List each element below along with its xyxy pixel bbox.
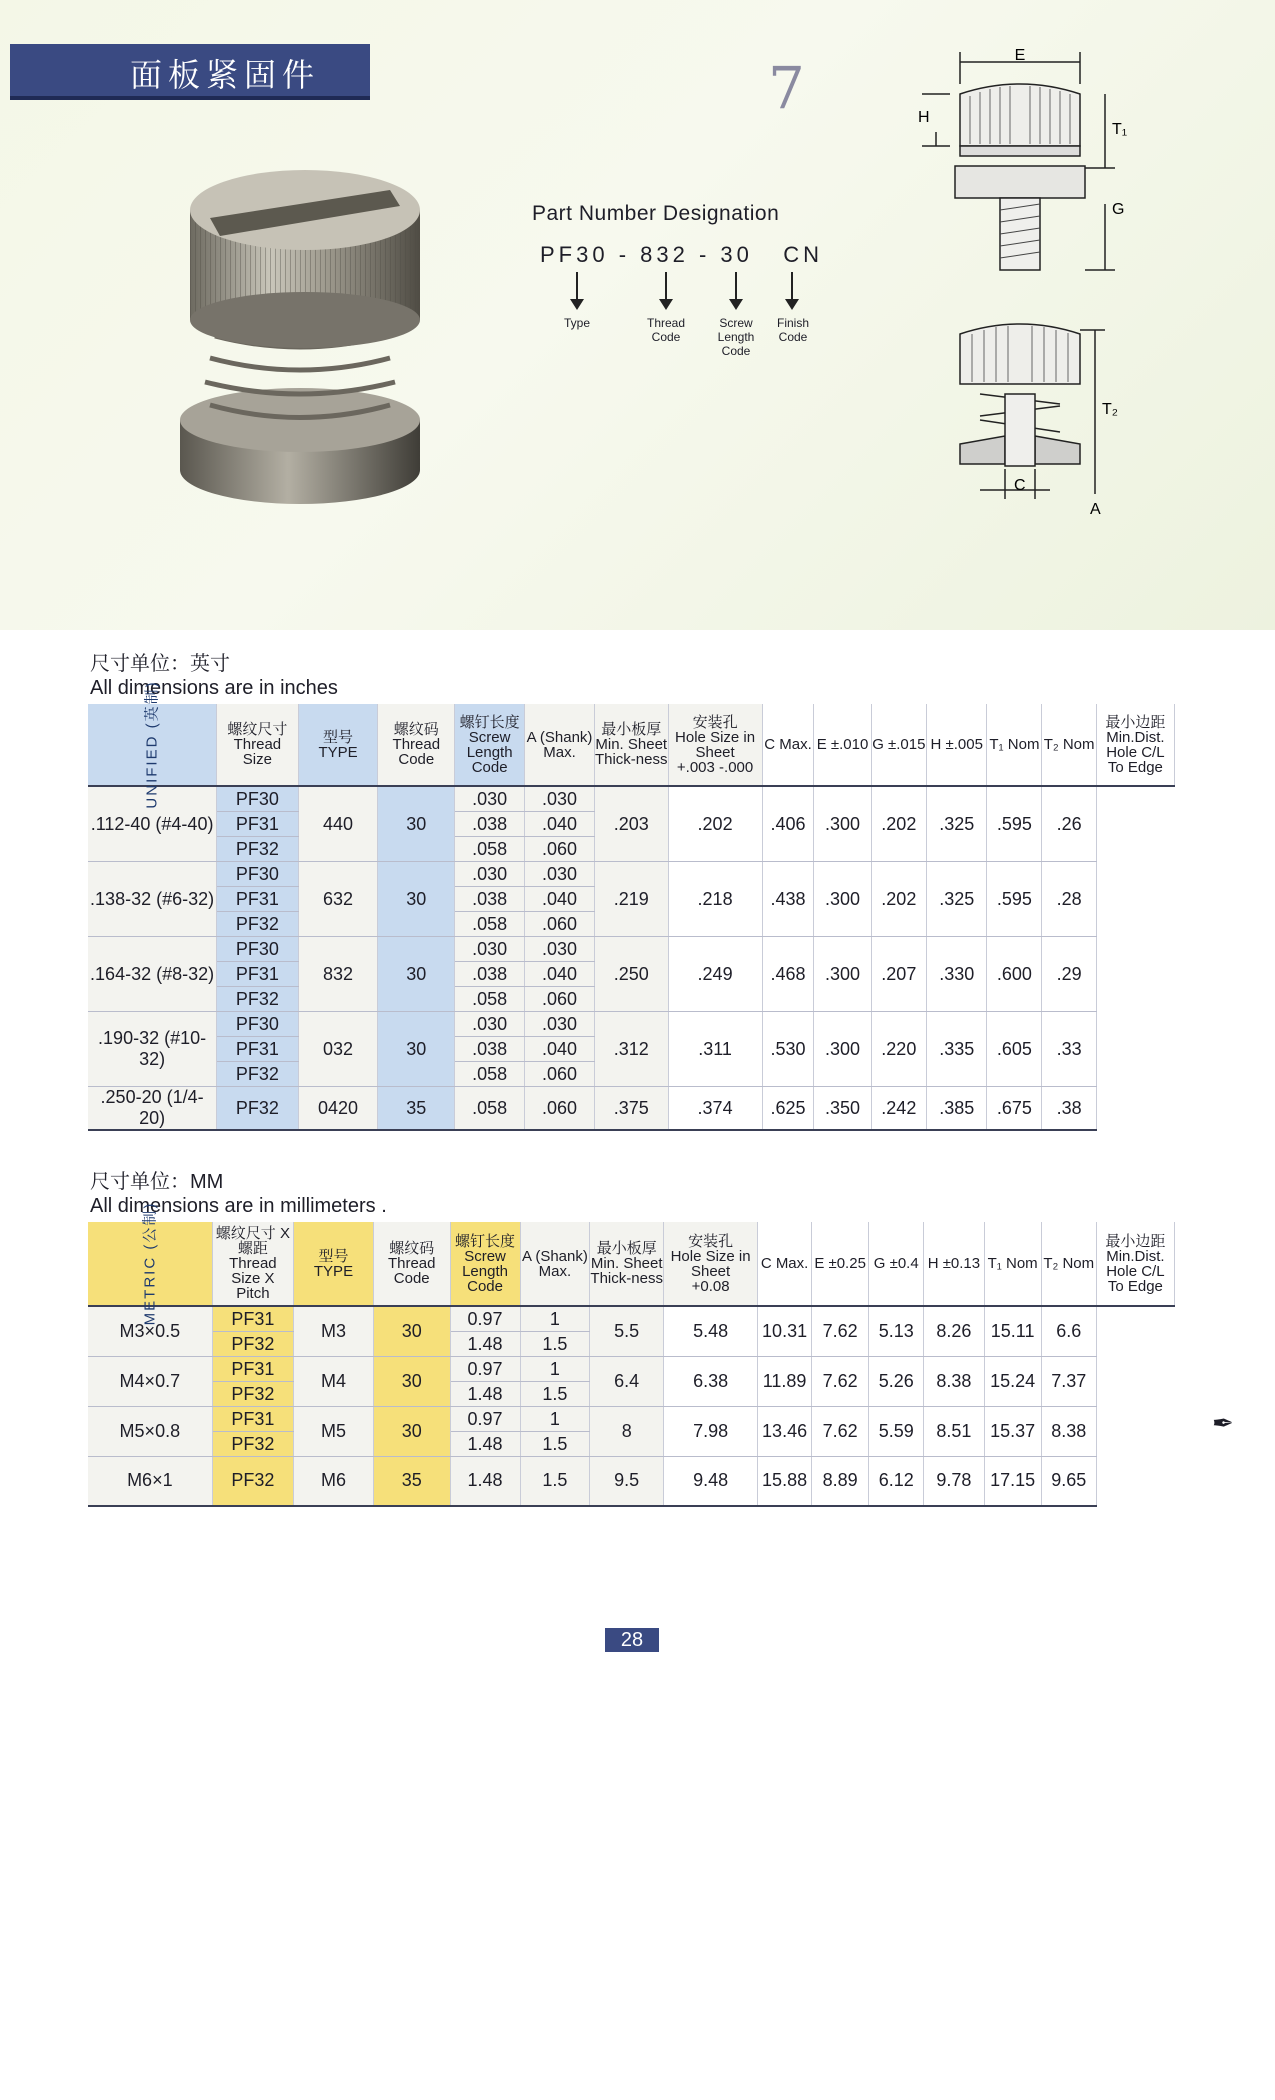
cell-c: 9.48 [664, 1457, 758, 1506]
cell-screw-length: 30 [373, 1306, 450, 1357]
cell-e: 15.88 [758, 1457, 812, 1506]
cell-type: PF31 [217, 962, 298, 987]
cell-a: .038 [455, 812, 525, 837]
cell-min-sheet: .030 [525, 862, 595, 887]
cell-type: PF31 [212, 1357, 293, 1382]
cell-type: PF32 [217, 912, 298, 937]
cell-thread-code: 632 [298, 862, 378, 937]
metric-side-label: METRIC (公制) [88, 1222, 212, 1306]
cell-e: .468 [762, 937, 814, 1012]
cell-c: .249 [668, 937, 762, 1012]
arrow-icon [576, 272, 578, 300]
unit-label-en-mm: All dimensions are in millimeters . [90, 1195, 387, 1217]
cell-hole: .312 [594, 1012, 668, 1087]
table-row [88, 786, 1175, 812]
unit-label-cn-mm: 尺寸单位：MM [90, 1171, 224, 1193]
col-a: A (Shank) Max. [520, 1222, 590, 1306]
cell-screw-length: 30 [378, 786, 455, 862]
cell-type: PF31 [217, 812, 298, 837]
cell-type: PF32 [212, 1332, 293, 1357]
cell-h: 5.13 [869, 1306, 924, 1357]
cell-t1: 8.51 [924, 1407, 984, 1457]
dim-label-e: E [1014, 47, 1026, 64]
cell-type: PF31 [212, 1306, 293, 1332]
cell-min-sheet: .030 [525, 1012, 595, 1037]
part-number-example: PF30 - 832 - 30 CN [540, 242, 823, 267]
col-c: C Max. [762, 704, 814, 786]
cell-t1: .385 [927, 1087, 987, 1131]
cell-c: 6.38 [664, 1357, 758, 1407]
cell-g: 7.62 [812, 1407, 869, 1457]
col-g: G ±0.4 [869, 1222, 924, 1306]
cell-type: PF32 [217, 837, 298, 862]
cell-thread-size: .164-32 (#8-32) [88, 937, 217, 1012]
table-row [88, 1357, 1175, 1382]
cell-t2: .595 [987, 862, 1042, 937]
cell-h: 5.59 [869, 1407, 924, 1457]
section-title: 面板紧固件 [130, 56, 321, 94]
cell-h: .202 [871, 786, 927, 862]
cell-a: .030 [455, 786, 525, 812]
cell-t2: 15.24 [984, 1357, 1041, 1407]
cell-g: 7.62 [812, 1357, 869, 1407]
handwritten-mark: 7 [768, 54, 805, 122]
cell-t2: 15.11 [984, 1306, 1041, 1357]
cell-min-sheet: .040 [525, 812, 595, 837]
cell-t1: .335 [927, 1012, 987, 1087]
cell-thread-code: M6 [294, 1457, 374, 1506]
field-label-type: Type [563, 316, 590, 330]
cell-thread-code: 440 [298, 786, 378, 862]
unified-side-label: UNIFIED (英制) [88, 704, 217, 786]
cell-g: .300 [814, 862, 871, 937]
col-thread-size: 螺纹尺寸 X螺距 Thread Size X Pitch [212, 1222, 293, 1306]
cell-t1: .325 [927, 786, 987, 862]
table-row [88, 1087, 1175, 1131]
dim-label-t1: T₁ [1112, 121, 1128, 138]
cell-t2: .595 [987, 786, 1042, 862]
cell-dist: 9.65 [1041, 1457, 1096, 1506]
cell-a: .038 [455, 887, 525, 912]
cell-min-sheet: .030 [525, 786, 595, 812]
cell-min-sheet: 1.5 [520, 1432, 590, 1457]
cell-g: .300 [814, 937, 871, 1012]
cell-a: 1.48 [450, 1432, 520, 1457]
cell-type: PF32 [217, 1087, 298, 1131]
cell-min-sheet: 1 [520, 1407, 590, 1432]
col-min-dist: 最小边距 Min.Dist. Hole C/L To Edge [1096, 1222, 1174, 1306]
cell-a: .058 [455, 987, 525, 1012]
cell-t2: .600 [987, 937, 1042, 1012]
arrow-icon [665, 272, 667, 300]
col-a: A (Shank) Max. [525, 704, 595, 786]
cell-a: 1.48 [450, 1457, 520, 1506]
cell-type: PF30 [217, 862, 298, 887]
cell-t1: 9.78 [924, 1457, 984, 1506]
cell-e: 13.46 [758, 1407, 812, 1457]
col-c: C Max. [758, 1222, 812, 1306]
cell-screw-length: 30 [378, 862, 455, 937]
arrow-icon [735, 272, 737, 300]
cell-g: .300 [814, 786, 871, 862]
col-min-sheet: 最小板厚 Min. Sheet Thick-ness [590, 1222, 664, 1306]
col-t1: T₁ Nom [987, 704, 1042, 786]
table-row [88, 937, 1175, 962]
field-label-finish-code: Finish Code [776, 316, 809, 344]
dim-label-g: G [1112, 201, 1125, 218]
page-number: 28 [605, 1628, 659, 1652]
cell-min-sheet: 1 [520, 1306, 590, 1332]
cell-hole: 6.4 [590, 1357, 664, 1407]
cell-dist: .38 [1042, 1087, 1096, 1131]
fastener-photo [150, 150, 470, 510]
cell-thread-code: M5 [294, 1407, 374, 1457]
cell-type: PF30 [217, 937, 298, 962]
cell-type: PF32 [212, 1382, 293, 1407]
cell-e: .438 [762, 862, 814, 937]
cell-e: .625 [762, 1087, 814, 1131]
dim-label-c: C [1014, 477, 1026, 494]
cell-screw-length: 30 [378, 937, 455, 1012]
cell-thread-code: M4 [294, 1357, 374, 1407]
col-thread-size: 螺纹尺寸 Thread Size [217, 704, 298, 786]
cell-screw-length: 30 [373, 1407, 450, 1457]
dim-label-h: H [918, 109, 930, 126]
dimension-diagram [900, 44, 1160, 554]
cell-a: .038 [455, 962, 525, 987]
cell-screw-length: 35 [378, 1087, 455, 1131]
cell-g: .350 [814, 1087, 871, 1131]
cell-a: 1.48 [450, 1382, 520, 1407]
cell-e: .406 [762, 786, 814, 862]
col-min-dist: 最小边距 Min.Dist. Hole C/L To Edge [1096, 704, 1174, 786]
cell-thread-code: 032 [298, 1012, 378, 1087]
cell-thread-size: .250-20 (1/4-20) [88, 1087, 217, 1131]
cell-hole: 9.5 [590, 1457, 664, 1506]
cell-a: .058 [455, 837, 525, 862]
cell-c: .374 [668, 1087, 762, 1131]
cell-hole: 5.5 [590, 1306, 664, 1357]
cell-h: .220 [871, 1012, 927, 1087]
col-e: E ±.010 [814, 704, 871, 786]
cell-c: 7.98 [664, 1407, 758, 1457]
col-t2: T₂ Nom [1042, 704, 1096, 786]
col-t2: T₂ Nom [1041, 1222, 1096, 1306]
cell-thread-size: .112-40 (#4-40) [88, 786, 217, 862]
cell-a: 0.97 [450, 1357, 520, 1382]
cell-type: PF32 [212, 1457, 293, 1506]
cell-screw-length: 35 [373, 1457, 450, 1506]
field-label-screw-length-code: Screw Length Code [717, 316, 755, 358]
cell-screw-length: 30 [378, 1012, 455, 1087]
cell-a: 0.97 [450, 1306, 520, 1332]
cell-a: 0.97 [450, 1407, 520, 1432]
cell-thread-size: M6×1 [88, 1457, 212, 1506]
col-type: 型号 TYPE [298, 704, 378, 786]
cell-g: .300 [814, 1012, 871, 1087]
cell-min-sheet: .040 [525, 1037, 595, 1062]
cell-e: .530 [762, 1012, 814, 1087]
cell-t1: 8.38 [924, 1357, 984, 1407]
cell-min-sheet: .060 [525, 987, 595, 1012]
cell-type: PF32 [217, 987, 298, 1012]
part-number-title: Part Number Designation [532, 202, 780, 225]
cell-min-sheet: 1.5 [520, 1457, 590, 1506]
cell-thread-code: M3 [294, 1306, 374, 1357]
cell-type: PF30 [217, 1012, 298, 1037]
cell-type: PF31 [217, 887, 298, 912]
table-row [88, 1012, 1175, 1037]
cell-thread-code: 832 [298, 937, 378, 1012]
arrow-icon [791, 272, 793, 300]
dim-label-a: A [1090, 501, 1101, 518]
col-e: E ±0.25 [812, 1222, 869, 1306]
dim-label-t2: T₂ [1102, 401, 1118, 418]
cell-min-sheet: .060 [525, 1087, 595, 1131]
cell-min-sheet: .060 [525, 837, 595, 862]
cell-min-sheet: .030 [525, 937, 595, 962]
cell-a: .058 [455, 912, 525, 937]
cell-hole: .375 [594, 1087, 668, 1131]
cell-h: .207 [871, 937, 927, 1012]
cell-c: .311 [668, 1012, 762, 1087]
cell-t1: .325 [927, 862, 987, 937]
cell-h: .242 [871, 1087, 927, 1131]
cell-t1: 8.26 [924, 1306, 984, 1357]
col-min-sheet: 最小板厚 Min. Sheet Thick-ness [594, 704, 668, 786]
col-hole-size: 安装孔 Hole Size in Sheet +.003 -.000 [668, 704, 762, 786]
cell-t2: .675 [987, 1087, 1042, 1131]
cell-min-sheet: .060 [525, 1062, 595, 1087]
cell-type: PF30 [217, 786, 298, 812]
col-type: 型号 TYPE [294, 1222, 374, 1306]
col-g: G ±.015 [871, 704, 927, 786]
cell-a: .058 [455, 1087, 525, 1131]
cell-h: 5.26 [869, 1357, 924, 1407]
cell-h: .202 [871, 862, 927, 937]
cell-type: PF31 [217, 1037, 298, 1062]
cell-thread-size: .190-32 (#10-32) [88, 1012, 217, 1087]
cell-t2: 17.15 [984, 1457, 1041, 1506]
cell-thread-size: .138-32 (#6-32) [88, 862, 217, 937]
cell-t1: .330 [927, 937, 987, 1012]
cell-hole: .250 [594, 937, 668, 1012]
cell-a: .058 [455, 1062, 525, 1087]
col-screw-length: 螺钉长度 Screw Length Code [450, 1222, 520, 1306]
cell-t2: 15.37 [984, 1407, 1041, 1457]
col-thread-code: 螺纹码 Thread Code [378, 704, 455, 786]
cell-e: 10.31 [758, 1306, 812, 1357]
hero-panel [0, 0, 1275, 630]
col-h: H ±0.13 [924, 1222, 984, 1306]
cell-hole: .219 [594, 862, 668, 937]
cell-hole: .203 [594, 786, 668, 862]
cell-t2: .605 [987, 1012, 1042, 1087]
cell-a: .038 [455, 1037, 525, 1062]
table-row [88, 862, 1175, 887]
cell-thread-size: M4×0.7 [88, 1357, 212, 1407]
cell-thread-size: M3×0.5 [88, 1306, 212, 1357]
cell-c: .218 [668, 862, 762, 937]
cell-min-sheet: .040 [525, 887, 595, 912]
cell-min-sheet: .060 [525, 912, 595, 937]
cell-type: PF31 [212, 1407, 293, 1432]
cell-type: PF32 [217, 1062, 298, 1087]
cell-thread-code: 0420 [298, 1087, 378, 1131]
cell-a: 1.48 [450, 1332, 520, 1357]
cell-thread-size: M5×0.8 [88, 1407, 212, 1457]
cell-g: 8.89 [812, 1457, 869, 1506]
table-row [88, 1306, 1175, 1332]
cell-g: 7.62 [812, 1306, 869, 1357]
cell-c: .202 [668, 786, 762, 862]
col-hole-size: 安装孔 Hole Size in Sheet +0.08 [664, 1222, 758, 1306]
col-t1: T₁ Nom [984, 1222, 1041, 1306]
col-h: H ±.005 [927, 704, 987, 786]
table-row [88, 1407, 1175, 1432]
cell-screw-length: 30 [373, 1357, 450, 1407]
col-screw-length: 螺钉长度 Screw Length Code [455, 704, 525, 786]
cell-type: PF32 [212, 1432, 293, 1457]
cell-a: .030 [455, 937, 525, 962]
table-row [88, 1457, 1175, 1506]
cell-min-sheet: 1.5 [520, 1382, 590, 1407]
cell-dist: 8.38 [1041, 1407, 1096, 1457]
cell-a: .030 [455, 1012, 525, 1037]
cell-dist: .33 [1042, 1012, 1096, 1087]
cell-h: 6.12 [869, 1457, 924, 1506]
cell-dist: .26 [1042, 786, 1096, 862]
cell-dist: .29 [1042, 937, 1096, 1012]
col-thread-code: 螺纹码 Thread Code [373, 1222, 450, 1306]
cell-min-sheet: 1 [520, 1357, 590, 1382]
field-label-thread-code: Thread Code [646, 316, 686, 344]
unit-label-en: All dimensions are in inches [90, 677, 338, 699]
cell-dist: 6.6 [1041, 1306, 1096, 1357]
cell-dist: .28 [1042, 862, 1096, 937]
stray-mark-icon: ✒ [1212, 1408, 1234, 1438]
cell-min-sheet: .040 [525, 962, 595, 987]
cell-a: .030 [455, 862, 525, 887]
cell-hole: 8 [590, 1407, 664, 1457]
unit-label-cn: 尺寸单位：英寸 [90, 653, 230, 675]
cell-c: 5.48 [664, 1306, 758, 1357]
section-title-bar [10, 44, 370, 100]
cell-dist: 7.37 [1041, 1357, 1096, 1407]
cell-min-sheet: 1.5 [520, 1332, 590, 1357]
cell-e: 11.89 [758, 1357, 812, 1407]
